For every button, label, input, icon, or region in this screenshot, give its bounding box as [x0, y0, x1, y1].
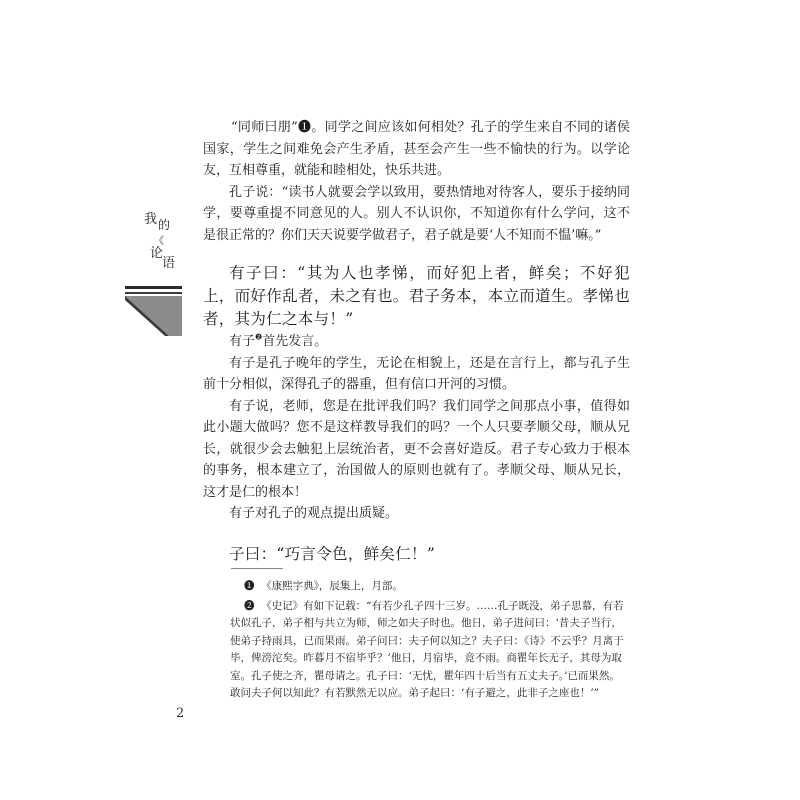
analects-quote: 子曰：“巧言令色，鲜矣仁！” [229, 544, 436, 563]
commentary-text: 有子 [229, 334, 256, 349]
main-text-column [203, 117, 630, 566]
footnote-ref: ❷ [255, 332, 263, 342]
footnote-mark: ❷ [244, 599, 255, 612]
footnote-divider [231, 568, 283, 569]
decorative-section-graphic [125, 286, 182, 336]
page-number: 2 [176, 706, 185, 721]
analects-quote: 有子曰：“其为人也孝悌，而好犯上者，鲜矣；不好犯上，而好作乱者，未之有也。君子务本，本立而道生。孝悌也者，其为仁之本与！” [203, 264, 630, 328]
commentary-paragraph [203, 331, 630, 353]
footnotes [203, 578, 627, 703]
running-head-char: 的 [158, 218, 171, 232]
footnote-text: 《史记》有如下记载：“有若少孔子四十三岁。……孔子既没，弟子思慕，有若状似孔子，弟子相与共立为师，师之如夫子时也。他日，弟子进问曰：‘昔夫子当行，使弟子持雨具，已而果雨。弟子问曰：夫子何以知之？夫子曰：《诗》不云乎？月离于毕，俾滂沱矣。昨暮月不宿毕乎？’他日，月宿毕，竟不雨。商瞿年长无子，其母为取室。孔子使之齐，瞿母请之。孔子曰：‘无忧，瞿年四十后当有五丈夫子。’已而果然。敢问夫子何以知此？有若默然无以应。弟子起曰：‘有子避之，此非子之座也！’” [230, 599, 624, 699]
running-head-vertical [136, 212, 176, 272]
footnote-mark: ❶ [244, 580, 255, 592]
footnote-text: 《康熙字典》，辰集上，月部。 [261, 580, 403, 592]
commentary-paragraph: 有子是孔子晚年的学生，无论在相貌上，还是在言行上，都与孔子生前十分相似，深得孔子的器重，但有信口开河的习惯。 [203, 355, 630, 392]
footnote [203, 598, 627, 703]
commentary-text: 首先发言。 [262, 334, 328, 349]
commentary-paragraph: 有子对孔子的观点提出质疑。 [229, 506, 399, 521]
running-head-char: 《 [154, 236, 164, 247]
intro-paragraph: 孔子说：“读书人就要会学以致用，要热情地对待客人，要乐于接纳同学，要尊重提不同意见的人。别人不认识你，不知道你有什么学问，这不是很正常的？你们天天说要学做君子，君子就是要‘人不知而不愠’嘛。” [203, 184, 630, 243]
running-head-char: 论 [150, 246, 164, 261]
running-head-char: 语 [162, 256, 176, 271]
running-head-char: 我 [144, 212, 158, 227]
commentary-paragraph: 有子说，老师，您是在批评我们吗？我们同学之间那点小事，值得如此小题大做吗？您不是这样教导我们的吗？一个人只要孝顺父母，顺从兄长，就很少会去触犯上层统治者，更不会喜好造反。君子专心致力于根本的事务，根本建立了，治国做人的原则也就有了。孝顺父母、顺从兄长，这才是仁的根本！ [203, 398, 630, 500]
footnote [203, 578, 627, 596]
intro-paragraph: “同师曰朋”❶。同学之间应该如何相处？孔子的学生来自不同的诸侯国家，学生之间难免会产生矛盾，甚至会产生一些不愉快的行为。以学论友，互相尊重，就能和睦相处，快乐共进。 [203, 120, 630, 178]
